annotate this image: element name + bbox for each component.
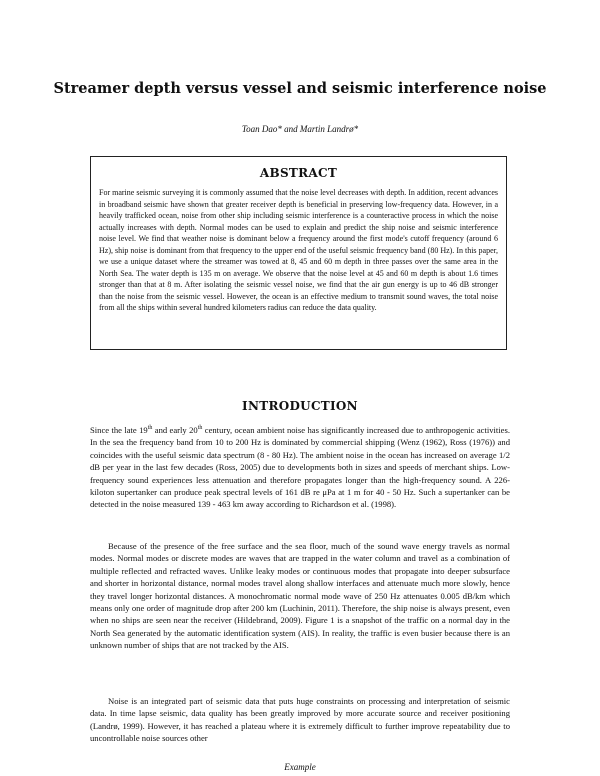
p1-text-c: century, ocean ambient noise has significantly increased due to anthropogenic activities. In the sea the frequency band from 10 to 200 Hz is dominated by commercial shipping (Wenz (1962), Ross (1976)) and coincides with the useful seismic data spectrum (8 - 80 Hz). The ambient noise in the ocean has increased on average 1/2 dB per year in the last few decades (Ross, 2005) due to developments both in sizes and speeds of merchant ships. Low-frequency sound experiences less attenuation and therefore propagates longer than the high-frequency sound. A 226-kiloton supertanker can produce peak spectral levels of 161 dB re μPa at 1 m for 40 - 50 Hz. Such a supertanker can be detected in the noise measured 139 - 463 km away according to Richardson et al. (1998). — [90, 425, 510, 510]
abstract-text: For marine seismic surveying it is commonly assumed that the noise level decreases with depth. In addition, recent advances in broadband seismic have shown that greater receiver depth is beneficial in preserving low-frequency data. However, in a heavily trafficked ocean, noise from other ship including seismic interference is a counteractive process in which the noise actually increases with depth. Normal modes can be used to explain and predict the ship noise and seismic interference noise level. We find that weather noise is dominant below a frequency around the first mode's cutoff frequency (around 6 Hz), ship noise is dominant from that frequency to the upper end of the useful seismic frequency band (80 Hz). In this paper, we use a unique dataset where the streamer was towed at 8, 45 and 60 m depth in three passes over the same area in the North Sea. The water depth is 135 m on average. We observe that the noise level at 45 and 60 m depth is about 1.6 times stronger than that at 8 m. After isolating the seismic vessel noise, we find that the air gun energy is up to 46 dB stronger than the noise from the seismic vessel. However, the ocean is an effective medium to transmit sound waves, the total noise from all the ships within several hundred kilometers radius can reduce the data quality. — [99, 188, 499, 312]
paper-authors: Toan Dao* and Martin Landrø* — [241, 124, 359, 134]
abstract-box — [90, 156, 507, 350]
abstract-heading: ABSTRACT — [259, 166, 338, 180]
introduction-paragraph-1 — [90, 424, 510, 511]
p1-text-b: and early 20 — [152, 425, 198, 435]
page-footer: Example — [284, 762, 316, 772]
p1-superscript-1: th — [147, 425, 153, 432]
p1-superscript-2: th — [197, 425, 203, 432]
paper-title: Streamer depth versus vessel and seismic interference noise — [53, 80, 547, 97]
introduction-heading: INTRODUCTION — [242, 399, 358, 413]
introduction-paragraph-2: Because of the presence of the free surface and the sea floor, much of the sound wave energy travels as normal modes. Normal modes or discrete modes are waves that are trapped in the water column and travel as a combination of multiple reflected and refracted waves. Unlike leaky modes or continuous modes that propagate into deeper subsurface and shorter in horizontal distance, normal modes travel along shallow interfaces and attenuate much more slowly, hence they travel longer horizontal distances. A monochromatic normal mode wave of 250 Hz attenuates 0.005 dB/km which means only one order of magnitude drop after 200 km (Luchinin, 2011). Therefore, the ship noise is always present, even when no ships are seen near the receiver (Hildebrand, 2009). Figure 1 is a snapshot of the traffic on a normal day in the North Sea generated by the automatic identification system (AIS). In reality, the traffic is even busier because there is an unknown number of ships that are not tracked by the AIS. — [90, 541, 510, 651]
p1-text-a: Since the late 19 — [90, 425, 148, 435]
introduction-paragraph-3: Noise is an integrated part of seismic data that puts huge constraints on processing and interpretation of seismic data. In time lapse seismic, data quality has been greatly improved by more accurate source and receiver positioning (Landrø, 1999). However, it has reached a plateau where it is extremely difficult to further improve repeatability due to uncontrollable noise sources other — [90, 696, 510, 744]
